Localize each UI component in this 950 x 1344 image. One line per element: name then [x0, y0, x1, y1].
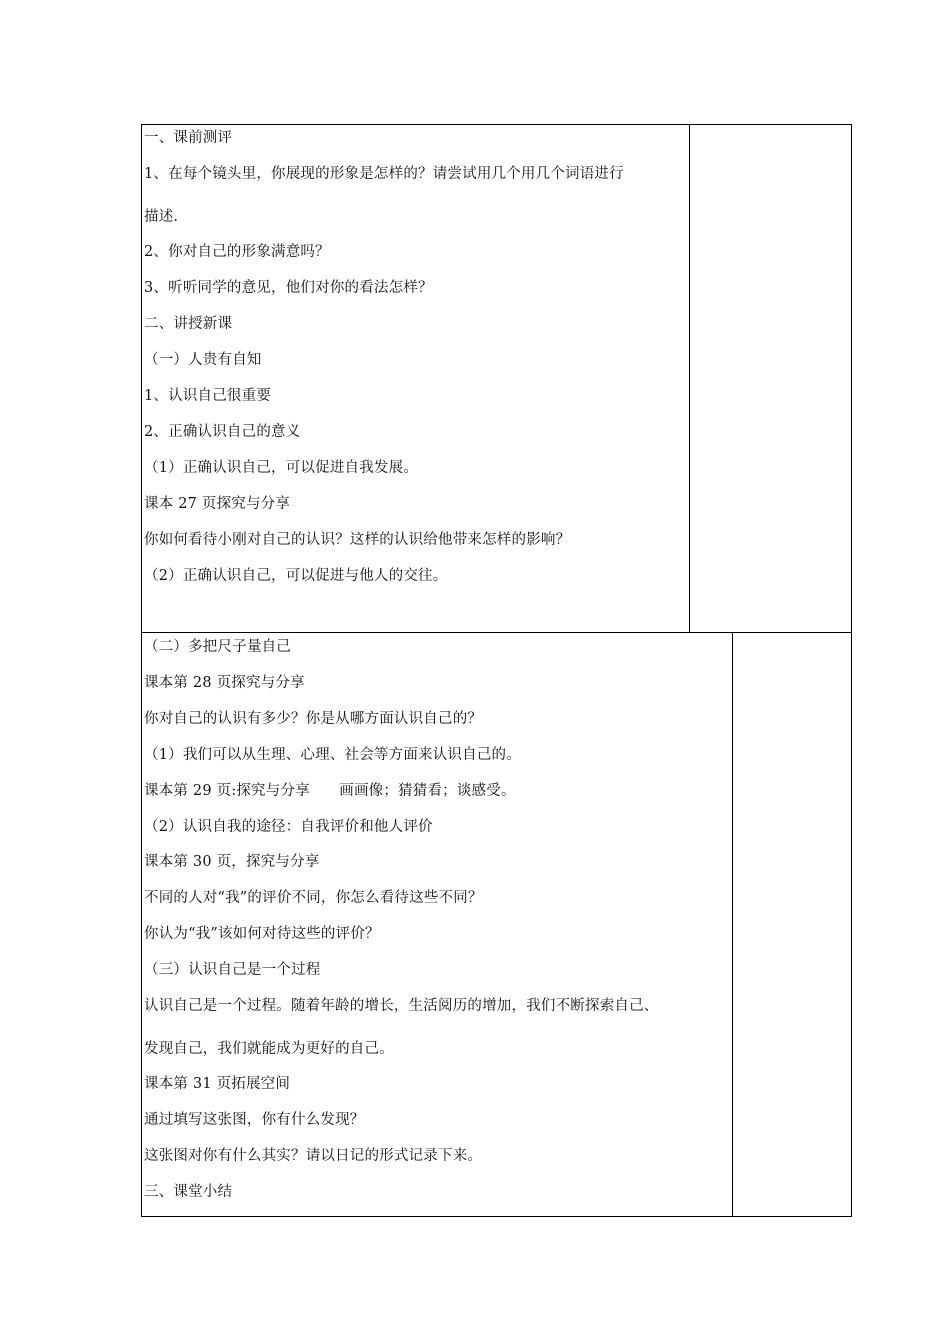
textbook-ref-28: 课本第 28 页探究与分享: [144, 675, 305, 691]
question-1: 1、在每个镜头里，你展现的形象是怎样的？请尝试用几个用几个词语进行: [144, 166, 624, 182]
point-1: 1、认识自己很重要: [144, 388, 272, 404]
process-paragraph: 认识自己是一个过程。随着年龄的增长，生活阅历的增加，我们不断探索自己、: [144, 998, 659, 1014]
heading-new-lesson: 二、讲授新课: [144, 316, 233, 332]
point-2-1: （1）正确认识自己，可以促进自我发展。: [144, 460, 419, 476]
question-different-views: 不同的人对“我”的评价不同，你怎么看待这些不同？: [144, 890, 483, 906]
textbook-ref-27: 课本 27 页探究与分享: [144, 496, 291, 512]
question-3: 3、听听同学的意见，他们对你的看法怎样？: [144, 280, 433, 296]
textbook-ref-30: 课本第 30 页，探究与分享: [144, 854, 320, 870]
textbook-ref-29: 课本第 29 页:探究与分享 画画像；猜猜看；谈感受。: [144, 783, 516, 799]
subheading-self-knowledge: （一）人贵有自知: [144, 352, 262, 368]
subheading-measure-self: （二）多把尺子量自己: [144, 639, 291, 655]
subheading-process: （三）认识自己是一个过程: [144, 962, 321, 978]
table-1-column-divider: [689, 124, 690, 633]
heading-summary: 三、课堂小结: [144, 1184, 233, 1200]
question-findings: 通过填写这张图，你有什么发现？: [144, 1112, 365, 1128]
question-how-much: 你对自己的认识有多少？你是从哪方面认识自己的？: [144, 711, 483, 727]
question-diary: 这张图对你有什么其实？请以日记的形式记录下来。: [144, 1148, 483, 1164]
lesson-table-1: [141, 124, 852, 633]
point-approaches: （2）认识自我的途径：自我评价和他人评价: [144, 819, 433, 835]
point-aspects: （1）我们可以从生理、心理、社会等方面来认识自己的。: [144, 747, 521, 763]
process-paragraph-cont: 发现自己，我们就能成为更好的自己。: [144, 1041, 394, 1057]
table-2-column-divider: [732, 632, 733, 1217]
question-1-cont: 描述.: [144, 209, 179, 225]
heading-pre-assessment: 一、课前测评: [144, 130, 233, 146]
question-xiaogang: 你如何看待小刚对自己的认识？这样的认识给他带来怎样的影响？: [144, 532, 571, 548]
textbook-ref-31: 课本第 31 页拓展空间: [144, 1076, 291, 1092]
question-2: 2、你对自己的形象满意吗？: [144, 244, 330, 260]
question-treat-evaluations: 你认为“我”该如何对待这些的评价？: [144, 926, 380, 942]
point-2: 2、正确认识自己的意义: [144, 424, 301, 440]
point-2-2: （2）正确认识自己，可以促进与他人的交往。: [144, 568, 448, 584]
